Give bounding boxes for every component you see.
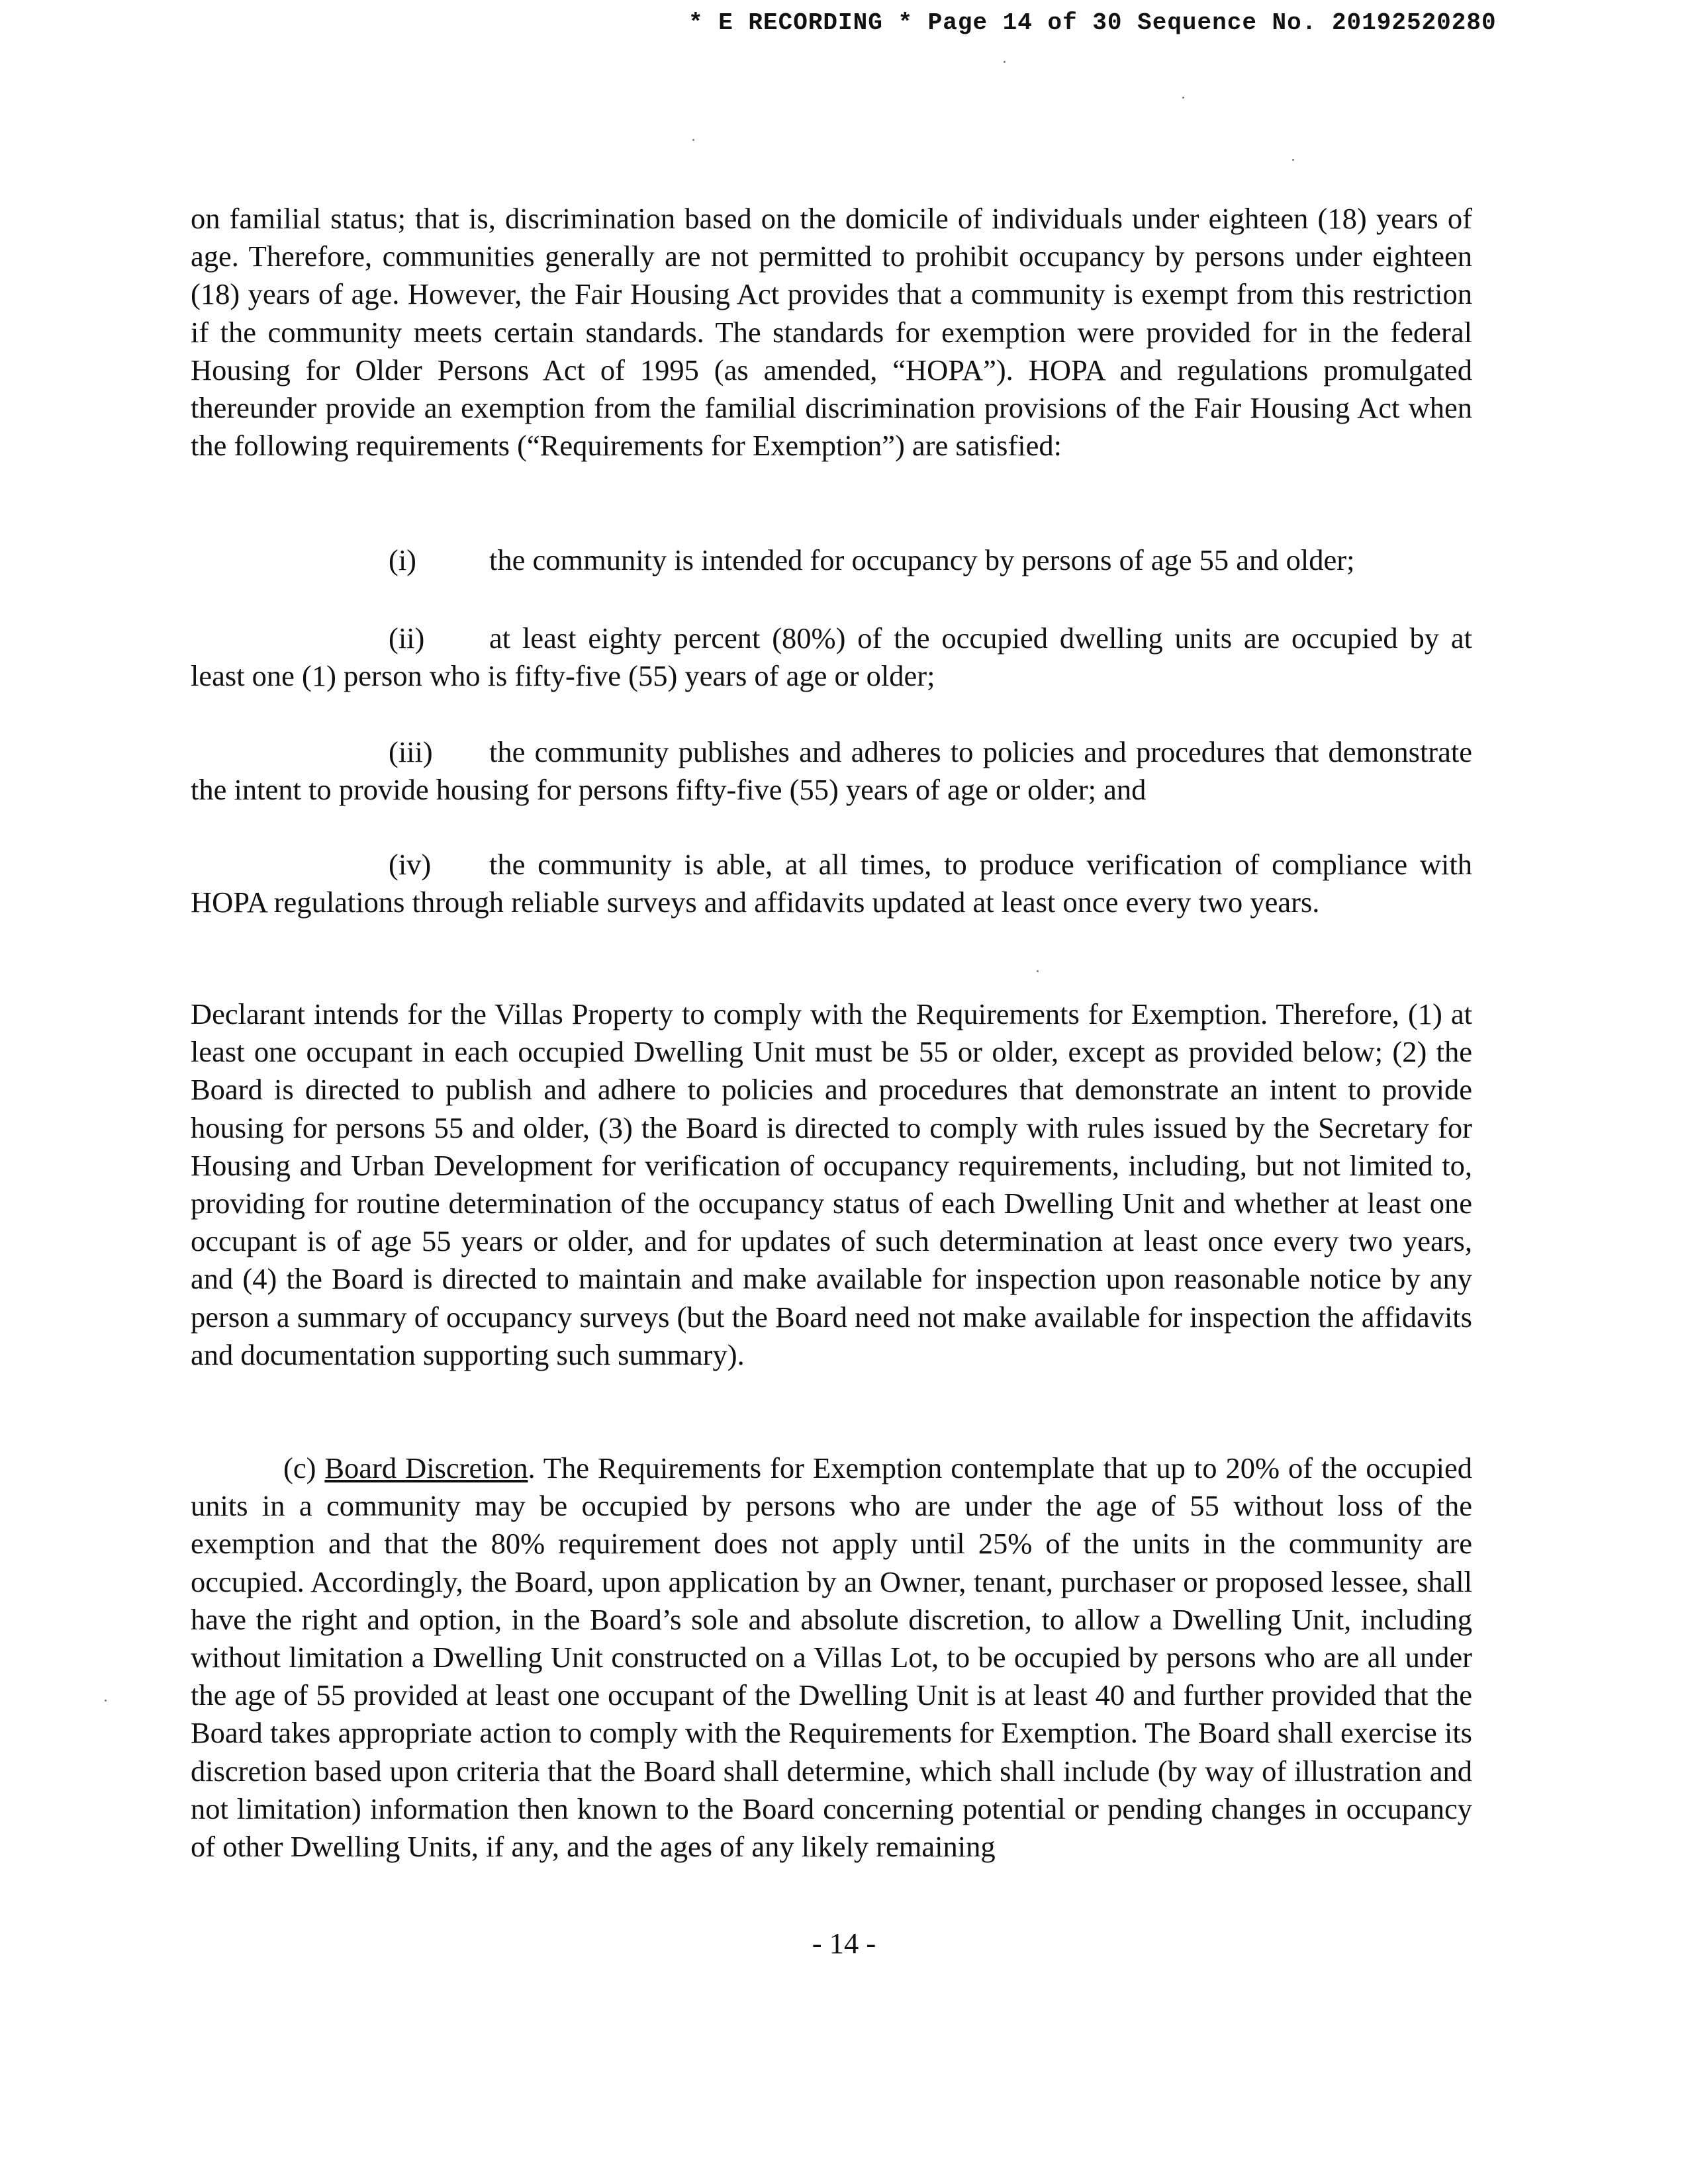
requirement-item-iv — [191, 846, 1472, 921]
intro-paragraph: on familial status; that is, discrimination based on the domicile of individuals under eighteen (18) years of age. Therefore, communities generally are not permitted to prohibit occupancy by persons under eighteen (18) years of age. However, the Fair Housing Act provides that a community is exempt from this restriction if the community meets certain standards. The standards for exemption were provided for in the federal Housing for Older Persons Act of 1995 (as amended, “HOPA”). HOPA and regulations promulgated thereunder provide an exemption from the familial discrimination provisions of the Fair Housing Act when the following requirements (“Requirements for Exemption”) are satisfied: — [191, 202, 1472, 463]
declarant-paragraph: Declarant intends for the Villas Property to comply with the Requirements for Exemption. Therefore, (1) at least one occupant in each occupied Dwelling Unit must be 55 or older, except as provided below; (2) the Board is directed to publish and adhere to policies and procedures that demonstrate an intent to provide housing for persons 55 and older, (3) the Board is directed to comply with rules issued by the Secretary for Housing and Urban Development for verification of occupancy requirements, including, but not limited to, providing for routine determination of the occupancy status of each Dwelling Unit and whether at least one occupant is of age 55 years or older, and for updates of such determination at least once every two years, and (4) the Board is directed to maintain and make available for inspection upon reasonable notice by any person a summary of occupancy surveys (but the Board need not make available for inspection the affidavits and documentation supporting such summary). — [191, 997, 1472, 1371]
recording-stamp: * E RECORDING * Page 14 of 30 Sequence No. 20192520280 — [688, 9, 1497, 36]
section-c-text: The Requirements for Exemption contemplate that up to 20% of the occupied units in a community may be occupied by persons who are under the age of 55 without loss of the exemption and that the 80% requirement does not apply until 25% of the units in the community are occupied. Accordingly, the Board, upon application by an Owner, tenant, purchaser or proposed lessee, shall have the right and option, in the Board’s sole and absolute discretion, to allow a Dwelling Unit, including without limitation a Dwelling Unit constructed on a Villas Lot, to be occupied by persons who are all under the age of 55 provided at least one occupant of the Dwelling Unit is at least 40 and further provided that the Board takes appropriate action to comply with the Requirements for Exemption. The Board shall exercise its discretion based upon criteria that the Board shall determine, which shall include (by way of illustration and not limitation) information then known to the Board concerning potential or pending changes in occupancy of other Dwelling Units, if any, and the ages of any likely remaining — [191, 1451, 1473, 1864]
requirement-text: the community is able, at all times, to produce verification of compliance with HOPA regulations through reliable surveys and affidavits updated at least once every two years. — [191, 848, 1472, 919]
scan-speck — [1004, 61, 1006, 63]
requirement-text: at least eighty percent (80%) of the occupied dwelling units are occupied by at least one (1) person who is fifty-five (55) years of age or older; — [191, 621, 1472, 693]
requirement-text: the community publishes and adheres to policies and procedures that demonstrate the intent to provide housing for persons fifty-five (55) years of age or older; and — [191, 735, 1472, 807]
scan-speck — [1292, 159, 1294, 161]
requirement-text: the community is intended for occupancy by persons of age 55 and older; — [489, 543, 1355, 576]
requirement-marker: (ii) — [389, 621, 425, 655]
section-c-heading: Board Discretion — [324, 1451, 528, 1484]
scan-speck — [105, 1700, 107, 1702]
requirement-marker: (iii) — [389, 735, 433, 768]
scan-speck — [692, 139, 694, 141]
requirement-marker: (i) — [389, 543, 417, 576]
requirement-item-iii — [191, 733, 1472, 809]
scan-speck — [1037, 970, 1039, 972]
section-c-paragraph — [191, 1449, 1472, 1866]
scan-speck — [1182, 97, 1184, 99]
requirement-marker: (iv) — [389, 848, 432, 881]
requirement-item-ii — [191, 619, 1472, 695]
section-c-marker: (c) — [283, 1451, 316, 1484]
page-number: - 14 - — [812, 1927, 876, 1960]
requirement-item-i — [191, 541, 1472, 579]
section-c-heading-suffix: . — [528, 1451, 536, 1484]
